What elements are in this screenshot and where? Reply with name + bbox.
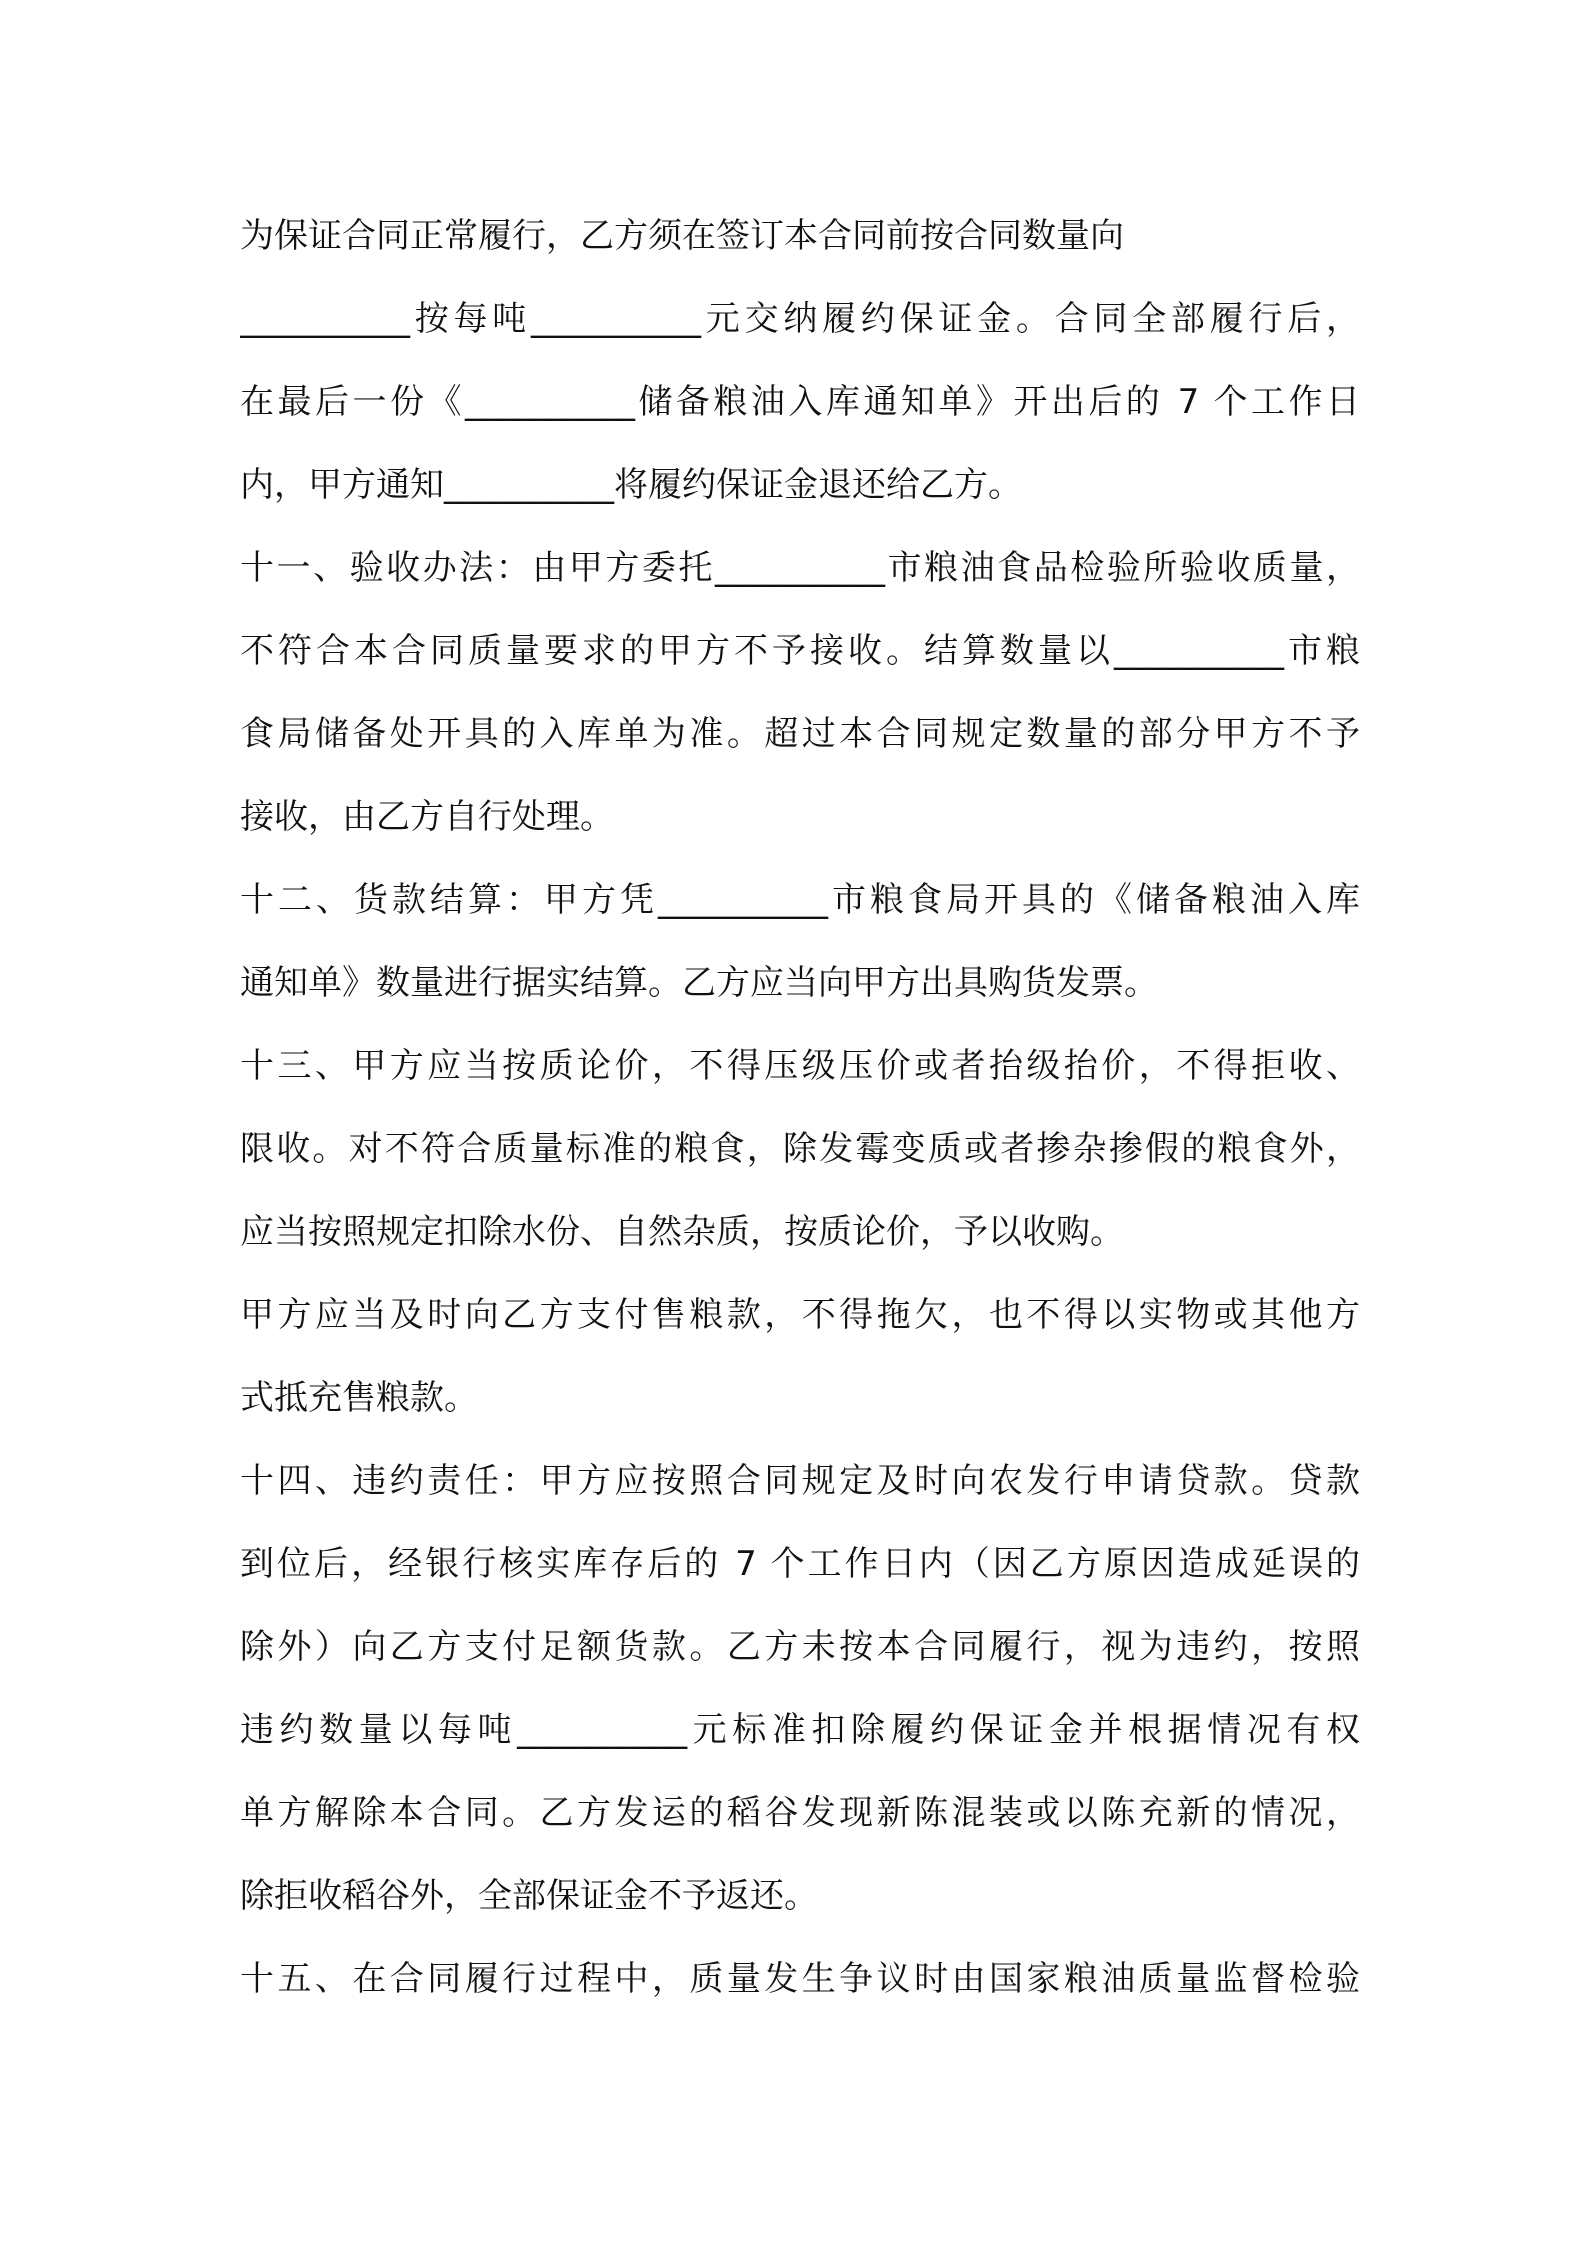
text-line: 通知单》数量进行据实结算。乙方应当向甲方出具购货发票。 — [240, 963, 1158, 1003]
text-line: 违约数量以每吨__________元标准扣除履约保证金并根据情况有权 — [240, 1710, 1360, 1750]
text-line: __________按每吨__________元交纳履约保证金。合同全部履行后， — [240, 299, 1360, 339]
text-line: 到位后，经银行核实库存后的 7 个工作日内（因乙方原因造成延误的 — [240, 1544, 1360, 1584]
text-line: 不符合本合同质量要求的甲方不予接收。结算数量以__________市粮 — [240, 631, 1360, 671]
text-line: 除拒收稻谷外，全部保证金不予返还。 — [240, 1876, 818, 1916]
document-body — [240, 195, 1360, 2021]
text-line: 为保证合同正常履行，乙方须在签订本合同前按合同数量向 — [240, 216, 1124, 256]
text-line: 内，甲方通知__________将履约保证金退还给乙方。 — [240, 465, 1022, 505]
text-line: 甲方应当及时向乙方支付售粮款，不得拖欠，也不得以实物或其他方 — [240, 1295, 1360, 1335]
text-line: 式抵充售粮款。 — [240, 1378, 478, 1418]
text-line: 十三、甲方应当按质论价，不得压级压价或者抬级抬价，不得拒收、 — [240, 1046, 1360, 1086]
text-line: 除外）向乙方支付足额货款。乙方未按本合同履行，视为违约，按照 — [240, 1627, 1360, 1667]
text-line: 限收。对不符合质量标准的粮食，除发霉变质或者掺杂掺假的粮食外， — [240, 1129, 1360, 1169]
text-line: 应当按照规定扣除水份、自然杂质，按质论价，予以收购。 — [240, 1212, 1124, 1252]
text-line: 食局储备处开具的入库单为准。超过本合同规定数量的部分甲方不予 — [240, 714, 1360, 754]
text-line: 接收，由乙方自行处理。 — [240, 797, 614, 837]
text-line: 十五、在合同履行过程中，质量发生争议时由国家粮油质量监督检验 — [240, 1959, 1360, 1999]
text-line: 单方解除本合同。乙方发运的稻谷发现新陈混装或以陈充新的情况， — [240, 1793, 1360, 1833]
text-line: 十四、违约责任：甲方应按照合同规定及时向农发行申请贷款。贷款 — [240, 1461, 1360, 1501]
text-line: 十二、货款结算：甲方凭__________市粮食局开具的《储备粮油入库 — [240, 880, 1360, 920]
text-line: 在最后一份《__________储备粮油入库通知单》开出后的 7 个工作日 — [240, 382, 1360, 422]
text-line: 十一、验收办法：由甲方委托__________市粮油食品检验所验收质量， — [240, 548, 1360, 588]
